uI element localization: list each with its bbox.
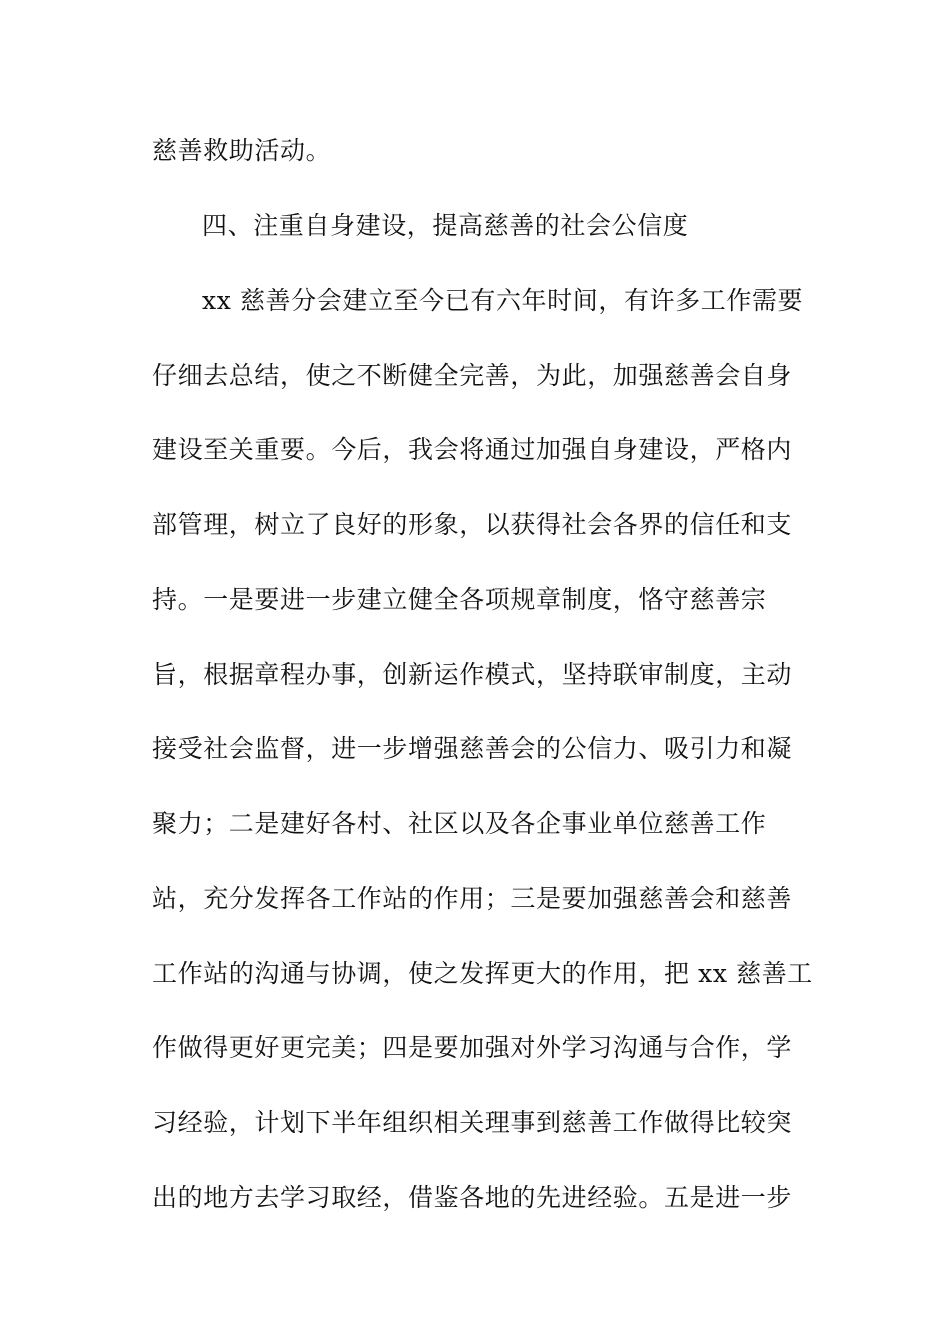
text-line-10: 聚力；二是建好各村、社区以及各企事业单位慈善工作 — [152, 809, 767, 838]
section-heading: 四、注重自身建设，提高慈善的社会公信度 — [202, 211, 689, 240]
text-line-7: 持。一是要进一步建立健全各项规章制度，恪守慈善宗 — [152, 585, 767, 614]
text-line-3: xx 慈善分会建立至今已有六年时间，有许多工作需要 — [202, 286, 804, 315]
text-line-8: 旨，根据章程办事，创新运作模式，坚持联审制度，主动 — [152, 660, 793, 689]
text-line-6: 部管理，树立了良好的形象，以获得社会各界的信任和支 — [152, 510, 793, 539]
text-line-15: 出的地方去学习取经，借鉴各地的先进经验。五是进一步 — [152, 1183, 793, 1212]
text-line-13: 作做得更好更完美；四是要加强对外学习沟通与合作，学 — [152, 1033, 793, 1062]
text-line-12: 工作站的沟通与协调，使之发挥更大的作用，把 xx 慈善工 — [152, 959, 813, 988]
text-line-4: 仔细去总结，使之不断健全完善，为此，加强慈善会自身 — [152, 361, 793, 390]
text-line-14: 习经验，计划下半年组织相关理事到慈善工作做得比较突 — [152, 1108, 793, 1137]
text-line-5: 建设至关重要。今后，我会将通过加强自身建设，严格内 — [152, 435, 793, 464]
text-line-11: 站，充分发挥各工作站的作用；三是要加强慈善会和慈善 — [152, 884, 793, 913]
text-line-1: 慈善救助活动。 — [152, 136, 332, 165]
text-line-9: 接受社会监督，进一步增强慈善会的公信力、吸引力和凝 — [152, 734, 793, 763]
